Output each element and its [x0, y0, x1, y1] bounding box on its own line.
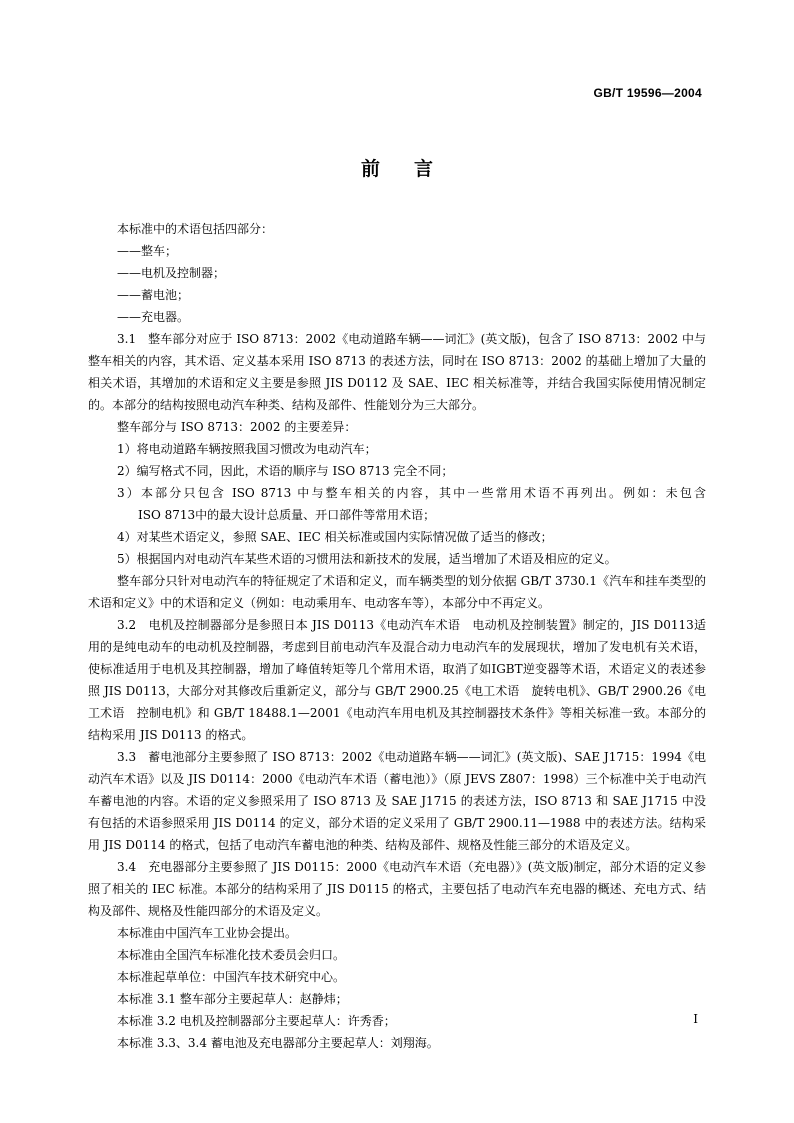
part-item-charger: ——充电器。 [117, 310, 190, 324]
section-3-3-paragraph: 3.3 蓄电池部分主要参照了 ISO 8713：2002《电动道路车辆——词汇》(英文版)、SAE J1715：1994《电动汽车术语》以及 JIS D0114：2000《电动汽车术语（蓄电池）》（原 JEVS Z807：1998）三个标准中关于电动汽车蓄电池的内容。术语的定义参照采用了 ISO 8713 及 SAE J1715 的表述方法，ISO 8713 和 SAE J1715 中没有包括的术语参照采用 JIS D0114 的定义，部分术语的定义采用了 GB/T 2900.11—1988 中的表述方法。结构采用 JIS D0114 的格式，包括了电动汽车蓄电池的种类、结构及部件、规格及性能三部分的术语及定义。 [88, 750, 706, 852]
difference-item-4: 4）对某些术语定义，参照 SAE、IEC 相关标准或国内实际情况做了适当的修改； [117, 530, 553, 544]
difference-item-5: 5）根据国内对电动汽车某些术语的习惯用法和新技术的发展，适当增加了术语及相应的定义。 [117, 552, 617, 566]
part-item-motor: ——电机及控制器； [117, 266, 226, 280]
difference-item-3: 3）本部分只包含 ISO 8713 中与整车相关的内容，其中一些常用术语不再列出。例如：未包含 [117, 486, 706, 500]
difference-item-3-continued: ISO 8713中的最大设计总质量、开口部件等常用术语； [138, 508, 436, 522]
page-title: 前言 [360, 158, 467, 180]
proposed-by: 本标准由中国汽车工业协会提出。 [117, 926, 298, 940]
drafting-organization: 本标准起草单位：中国汽车技术研究中心。 [117, 970, 346, 984]
differences-intro: 整车部分与 ISO 8713：2002 的主要差异： [117, 420, 357, 434]
part-item-battery: ——蓄电池； [117, 288, 190, 302]
difference-item-2: 2）编写格式不同，因此，术语的顺序与 ISO 8713 完全不同； [117, 464, 454, 478]
section-3-2-paragraph: 3.2 电机及控制器部分是参照日本 JIS D0113《电动汽车术语 电动机及控制装置》制定的，JIS D0113适用的是纯电动车的电动机及控制器，考虑到目前电动汽车及混合动力电动汽车的发展现状，增加了发电机有关术语，使标准适用于电机及其控制器，增加了峰值转矩等几个常用术语，取消了如IGBT逆变器等术语，术语定义的表述参照 JIS D0113，大部分对其修改后重新定义，部分与 GB/T 2900.25《电工术语 旋转电机》、GB/T 2900.26《电工术语 控制电机》和 GB/T 18488.1—2001《电动汽车用电机及其控制器技术条件》等相关标准一致。本部分的结构采用 JIS D0113 的格式。 [88, 618, 706, 742]
drafter-vehicle: 本标准 3.1 整车部分主要起草人：赵静炜； [117, 992, 348, 1006]
vehicle-note-paragraph: 整车部分只针对电动汽车的特征规定了术语和定义，而车辆类型的划分依据 GB/T 3730.1《汽车和挂车类型的术语和定义》中的术语和定义（例如：电动乘用车、电动客车等），本部分中不再定义。 [88, 574, 706, 610]
difference-item-1: 1）将电动道路车辆按照我国习惯改为电动汽车； [117, 442, 377, 456]
part-item-vehicle: ——整车； [117, 244, 178, 258]
drafter-motor: 本标准 3.2 电机及控制器部分主要起草人：许秀香； [117, 1014, 396, 1028]
section-3-1-paragraph: 3.1 整车部分对应于 ISO 8713：2002《电动道路车辆——词汇》(英文版)，包含了 ISO 8713：2002 中与整车相关的内容，其术语、定义基本采用 ISO 8713 的表述方法，同时在 ISO 8713：2002 的基础上增加了大量的相关术语，其增加的术语和定义主要是参照 JIS D0112 及 SAE、IEC 相关标准等，并结合我国实际使用情况制定的。本部分的结构按照电动汽车种类、结构及部件、性能划分为三大部分。 [88, 332, 706, 412]
administered-by: 本标准由全国汽车标准化技术委员会归口。 [117, 948, 346, 962]
section-3-4-paragraph: 3.4 充电器部分主要参照了 JIS D0115：2000《电动汽车术语（充电器）》(英文版)制定，部分术语的定义参照了相关的 IEC 标准。本部分的结构采用了 JIS D0115 的格式，主要包括了电动汽车充电器的概述、充电方式、结构及部件、规格及性能四部分的术语及定义。 [88, 860, 706, 918]
foreword-body [88, 218, 706, 1054]
standard-number: GB/T 19596—2004 [593, 86, 702, 100]
intro-paragraph: 本标准中的术语包括四部分： [117, 222, 274, 236]
page-number: I [693, 1012, 698, 1026]
drafter-battery-charger: 本标准 3.3、3.4 蓄电池及充电器部分主要起草人：刘翔海。 [117, 1036, 439, 1050]
